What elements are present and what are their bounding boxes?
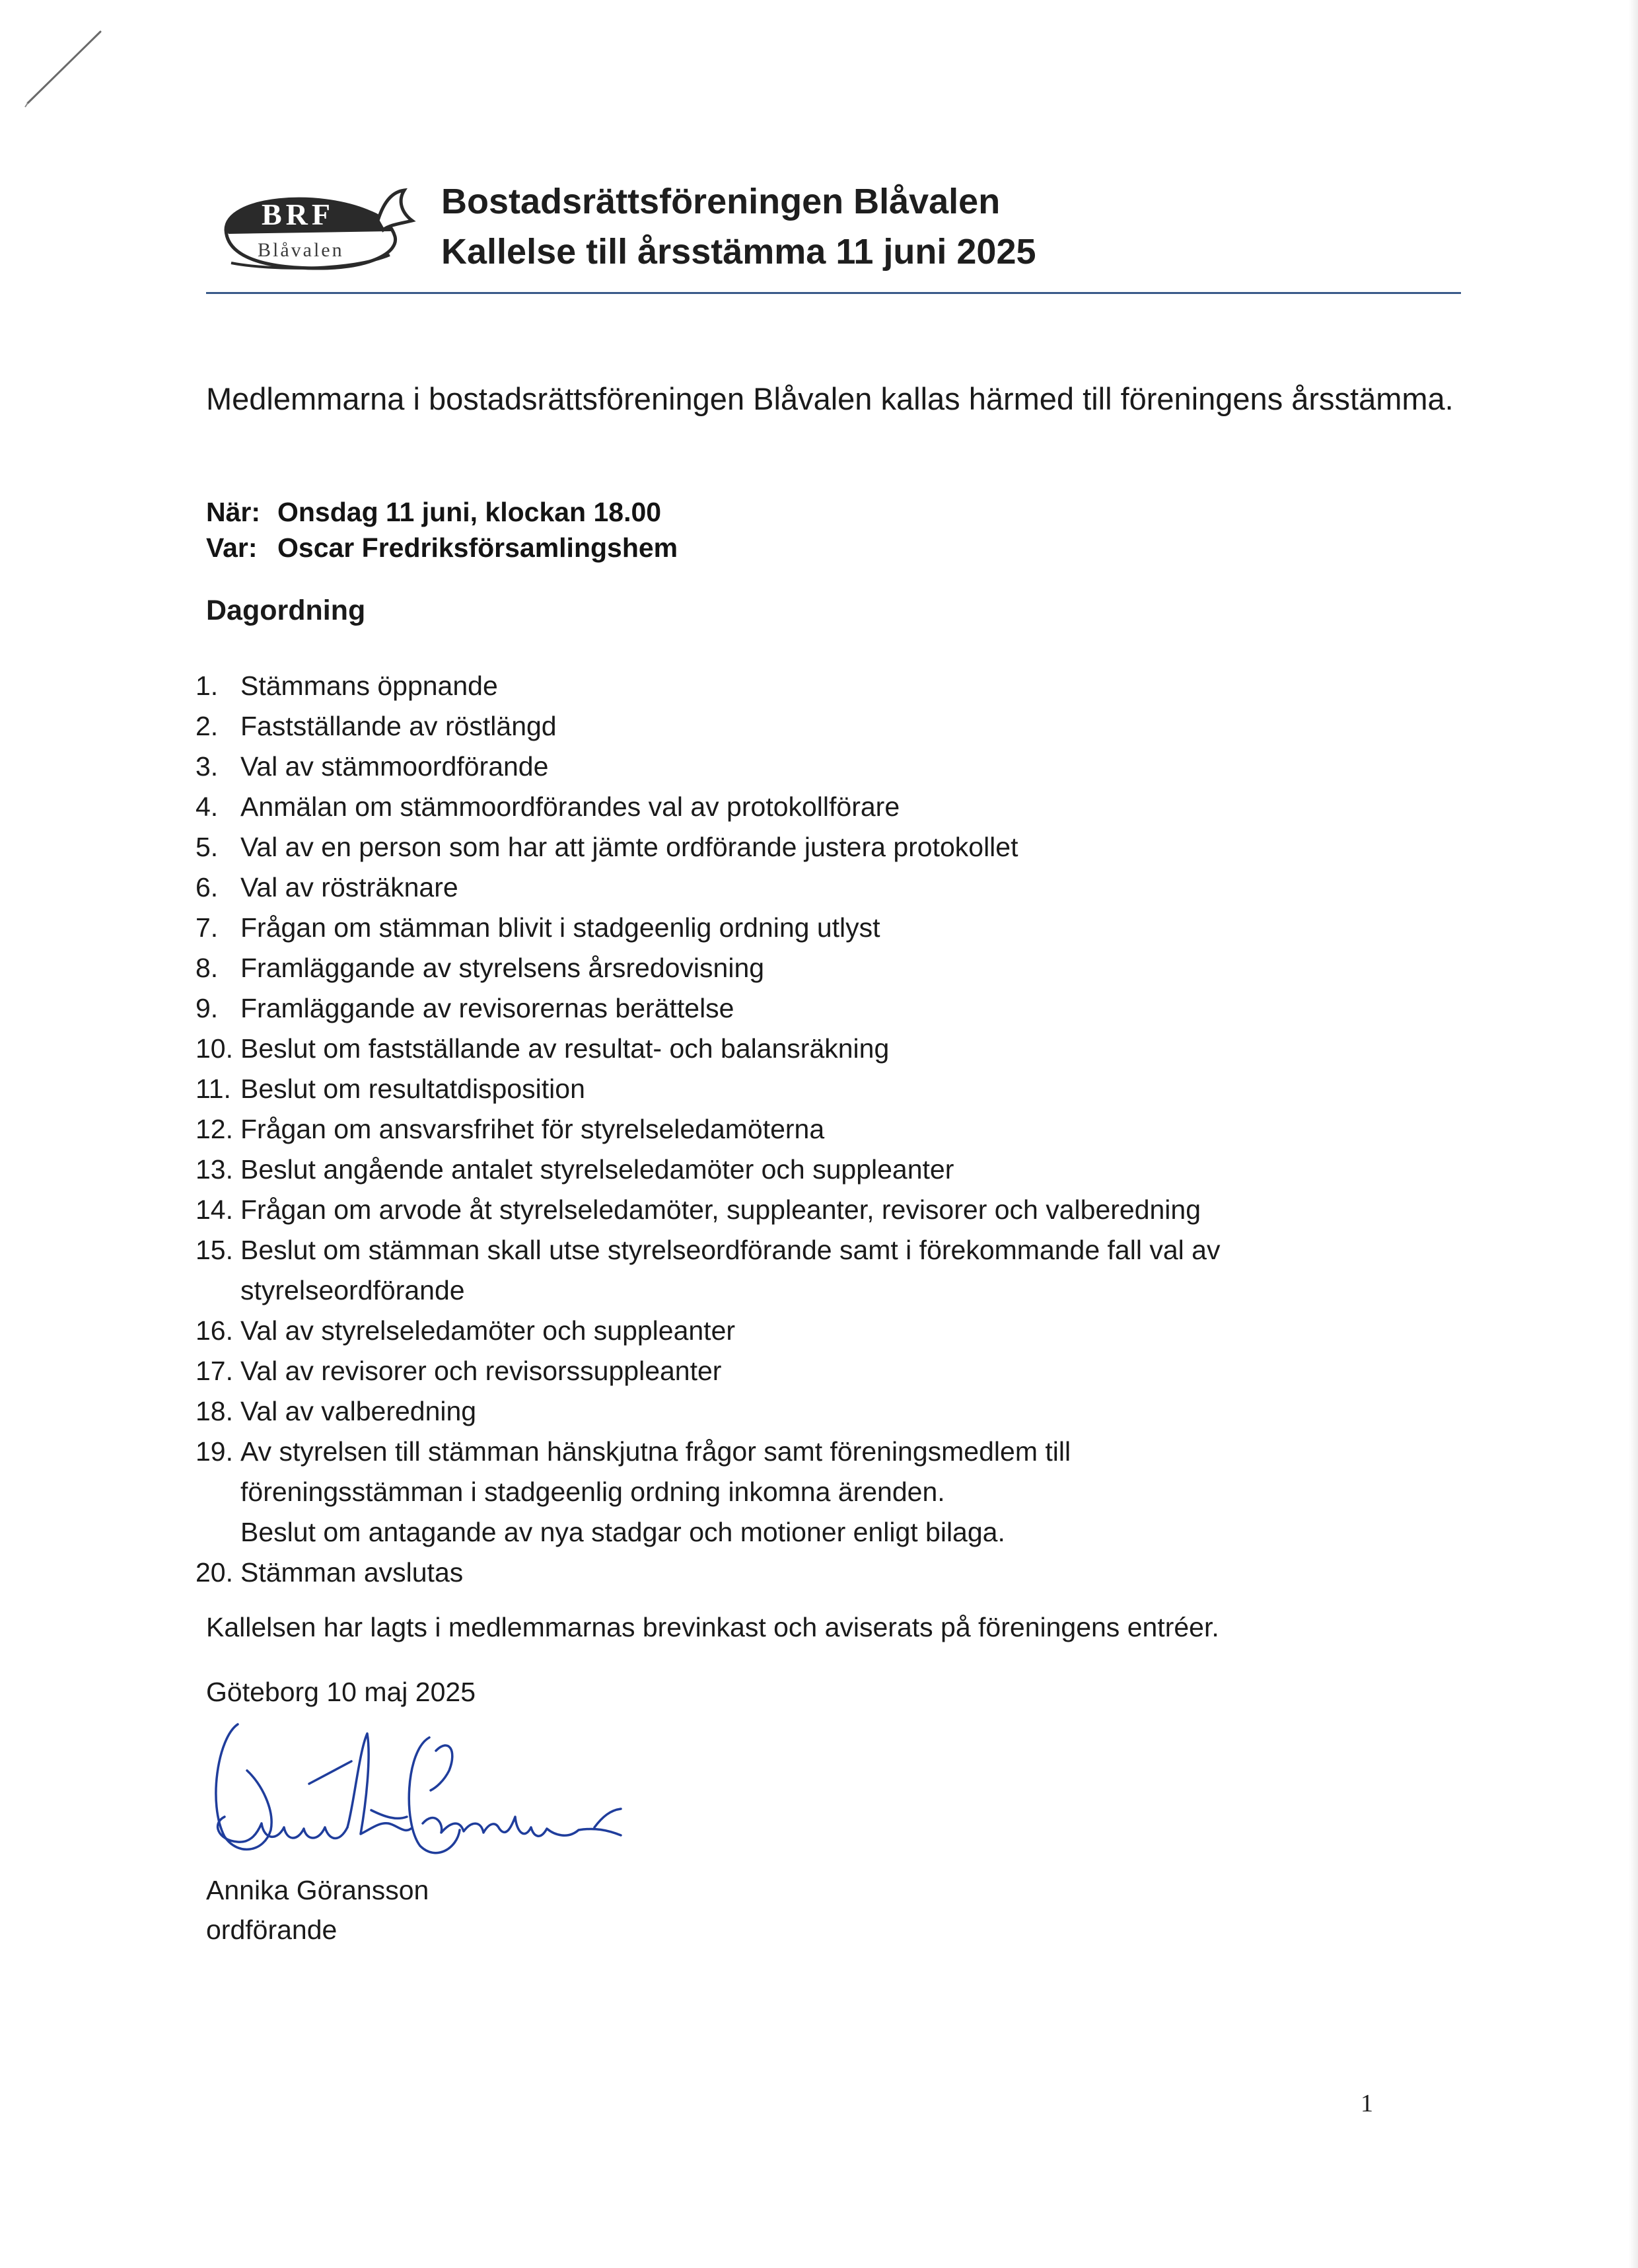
agenda-item <box>196 1150 1490 1190</box>
agenda-item-number: 18. <box>196 1396 233 1426</box>
agenda-item-line: Stämmans öppnande <box>240 671 498 701</box>
agenda-item <box>196 1311 1490 1351</box>
agenda-item-line: Frågan om stämman blivit i stadgeenlig ordning utlyst <box>240 912 880 943</box>
agenda-item <box>196 1109 1490 1150</box>
agenda-item <box>196 1230 1490 1311</box>
agenda-item-number: 10. <box>196 1033 233 1064</box>
signer-role: ordförande <box>206 1915 338 1945</box>
agenda-item-text <box>240 1230 1490 1311</box>
agenda-item-number: 19. <box>196 1436 233 1467</box>
agenda-item-number: 20. <box>196 1557 233 1588</box>
agenda-item-number: 13. <box>196 1154 233 1185</box>
agenda-item-number: 8. <box>196 953 219 983</box>
organization-name: Bostadsrättsföreningen Blåvalen <box>441 182 1001 221</box>
agenda-item <box>196 747 1490 787</box>
agenda-item-line: Framläggande av styrelsens årsredovisning <box>240 953 765 983</box>
agenda-item <box>196 666 1490 706</box>
agenda-item <box>196 827 1490 867</box>
agenda-item <box>196 1391 1490 1432</box>
brf-blavalen-logo <box>219 184 417 276</box>
agenda-item-line: Frågan om arvode åt styrelseledamöter, suppleanter, revisorer och valberedning <box>240 1194 1201 1225</box>
intro-paragraph: Medlemmarna i bostadsrättsföreningen Blåvalen kallas härmed till föreningens årsstämma. <box>206 381 1454 416</box>
agenda-item-text <box>240 827 1490 867</box>
agenda-heading: Dagordning <box>206 595 366 626</box>
agenda-item-text <box>240 1351 1490 1391</box>
agenda-item-text <box>240 1391 1490 1432</box>
agenda-item <box>196 1190 1490 1230</box>
agenda-item-text <box>240 1432 1490 1553</box>
agenda-item-number: 5. <box>196 832 219 862</box>
agenda-item-text <box>240 706 1490 747</box>
agenda-item-text <box>240 867 1490 908</box>
place-and-date: Göteborg 10 maj 2025 <box>206 1677 476 1707</box>
pencil-stroke-mark <box>18 24 111 110</box>
agenda-item-line: Stämman avslutas <box>240 1557 464 1588</box>
agenda-item <box>196 1069 1490 1109</box>
agenda-item-text <box>240 1029 1490 1069</box>
agenda-item-number: 11. <box>196 1074 231 1104</box>
agenda-item-line: föreningsstämman i stadgeenlig ordning inkomna ärenden. <box>240 1477 945 1507</box>
agenda-item-text <box>240 747 1490 787</box>
where-label: Var: <box>206 532 258 563</box>
agenda-item <box>196 1351 1490 1391</box>
scan-edge-shadow <box>1629 0 1638 2268</box>
agenda-item-text <box>240 1109 1490 1150</box>
agenda-item-number: 7. <box>196 912 219 943</box>
agenda-item-number: 16. <box>196 1315 233 1346</box>
agenda-item <box>196 706 1490 747</box>
agenda-item-text <box>240 1553 1490 1593</box>
agenda-item <box>196 1553 1490 1593</box>
header-divider-rule <box>206 292 1461 294</box>
agenda-item-line: Val av styrelseledamöter och suppleanter <box>240 1315 736 1346</box>
agenda-item-line: styrelseordförande <box>240 1275 465 1305</box>
agenda-item-text <box>240 1069 1490 1109</box>
agenda-item-line: Fastställande av röstlängd <box>240 711 557 741</box>
agenda-item-number: 12. <box>196 1114 233 1144</box>
agenda-item-line: Val av valberedning <box>240 1396 477 1426</box>
agenda-item-line: Av styrelsen till stämman hänskjutna frågor samt föreningsmedlem till <box>240 1436 1071 1467</box>
meeting-details <box>206 494 678 566</box>
agenda-item-line: Val av stämmoordförande <box>240 751 549 782</box>
meeting-where-row <box>206 530 678 566</box>
agenda-item-text <box>240 666 1490 706</box>
agenda-item-line: Framläggande av revisorernas berättelse <box>240 993 734 1023</box>
document-title: Kallelse till årsstämma 11 juni 2025 <box>441 232 1036 272</box>
when-label: När: <box>206 497 261 527</box>
notice-paragraph: Kallelsen har lagts i medlemmarnas brevinkast och aviserats på föreningens entréer. <box>206 1612 1219 1642</box>
meeting-when-row <box>206 494 678 530</box>
agenda-item-line: Val av en person som har att jämte ordförande justera protokollet <box>240 832 1018 862</box>
agenda-list <box>196 666 1490 1593</box>
agenda-item <box>196 908 1490 948</box>
when-value: Onsdag 11 juni, klockan 18.00 <box>277 497 662 527</box>
agenda-item-number: 9. <box>196 993 219 1023</box>
logo-blavalen-text: Blåvalen <box>258 239 344 261</box>
logo-brf-text: BRF <box>262 198 334 231</box>
agenda-item-line: Beslut om stämman skall utse styrelseordförande samt i förekommande fall val av <box>240 1235 1221 1265</box>
agenda-item-line: Beslut om antagande av nya stadgar och motioner enligt bilaga. <box>240 1517 1005 1547</box>
agenda-item-number: 2. <box>196 711 219 741</box>
agenda-item-line: Beslut om resultatdisposition <box>240 1074 585 1104</box>
agenda-item-text <box>240 988 1490 1029</box>
agenda-item-number: 14. <box>196 1194 233 1225</box>
signer-name: Annika Göransson <box>206 1875 429 1905</box>
agenda-item-number: 4. <box>196 791 219 822</box>
agenda-item-number: 1. <box>196 671 219 701</box>
agenda-item-text <box>240 948 1490 988</box>
agenda-item-line: Anmälan om stämmoordförandes val av protokollförare <box>240 791 900 822</box>
document-header <box>206 177 1461 296</box>
agenda-item-text <box>240 1150 1490 1190</box>
where-value: Oscar Fredriksförsamlingshem <box>277 532 678 563</box>
agenda-item <box>196 948 1490 988</box>
agenda-item-text <box>240 908 1490 948</box>
agenda-item-number: 3. <box>196 751 219 782</box>
agenda-item-line: Val av revisorer och revisorssuppleanter <box>240 1356 722 1386</box>
agenda-item-line: Val av rösträknare <box>240 872 458 902</box>
agenda-item <box>196 867 1490 908</box>
agenda-item <box>196 1029 1490 1069</box>
agenda-item-number: 6. <box>196 872 219 902</box>
agenda-item-line: Frågan om ansvarsfrihet för styrelseledamöterna <box>240 1114 825 1144</box>
agenda-item <box>196 988 1490 1029</box>
agenda-item-number: 15. <box>196 1235 233 1265</box>
agenda-item-number: 17. <box>196 1356 233 1386</box>
agenda-item-text <box>240 787 1490 827</box>
agenda-item-text <box>240 1190 1490 1230</box>
agenda-item-text <box>240 1311 1490 1351</box>
agenda-item-line: Beslut om fastställande av resultat- och balansräkning <box>240 1033 890 1064</box>
page-number: 1 <box>1361 2090 1373 2117</box>
agenda-item <box>196 1432 1490 1553</box>
agenda-item-line: Beslut angående antalet styrelseledamöter och suppleanter <box>240 1154 954 1185</box>
handwritten-signature <box>198 1711 727 1896</box>
agenda-item <box>196 787 1490 827</box>
